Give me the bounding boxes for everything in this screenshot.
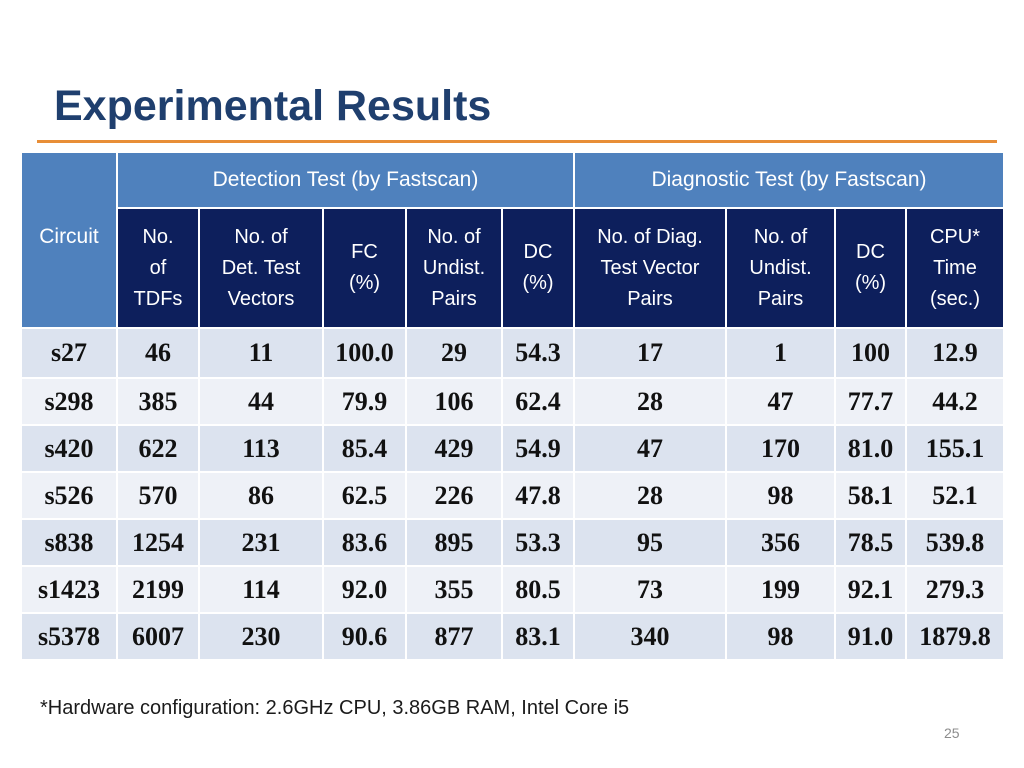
column-header-line: No. of: [234, 225, 288, 248]
column-header-line: No. of: [753, 225, 808, 248]
circuit-header: Circuit: [21, 152, 117, 328]
table-cell: 100: [835, 328, 906, 378]
table-row: [21, 613, 1004, 660]
table-cell: 199: [726, 566, 835, 613]
detection-group-header: Detection Test (by Fastscan): [117, 152, 574, 208]
table-cell: 570: [117, 472, 199, 519]
circuit-cell: s420: [21, 425, 117, 472]
table-row: [21, 425, 1004, 472]
table-cell: 52.1: [906, 472, 1004, 519]
circuit-cell: s298: [21, 378, 117, 425]
table-cell: 44.2: [906, 378, 1004, 425]
circuit-cell: s1423: [21, 566, 117, 613]
results-table: [20, 151, 1005, 661]
column-header-line: DC: [523, 241, 553, 263]
table-cell: 46: [117, 328, 199, 378]
table-cell: 86: [199, 472, 323, 519]
column-header-line: No. of: [427, 225, 481, 248]
column-header-line: Undist.: [422, 256, 486, 279]
table-cell: 12.9: [906, 328, 1004, 378]
table-cell: 11: [199, 328, 323, 378]
table-cell: 47: [574, 425, 726, 472]
table-row: [21, 328, 1004, 378]
table-cell: 113: [199, 425, 323, 472]
table-row: [21, 566, 1004, 613]
table-cell: 230: [199, 613, 323, 660]
table-cell: 106: [406, 378, 502, 425]
column-header-line: Pairs: [431, 287, 477, 310]
column-header-line: Det. Test: [221, 256, 301, 279]
table-cell: 62.5: [323, 472, 406, 519]
table-cell: 895: [406, 519, 502, 566]
table-cell: 355: [406, 566, 502, 613]
title-divider: [37, 140, 997, 143]
table-cell: 2199: [117, 566, 199, 613]
column-header: [574, 208, 726, 328]
table-cell: 622: [117, 425, 199, 472]
table-cell: 44: [199, 378, 323, 425]
table-cell: 98: [726, 613, 835, 660]
table-cell: 28: [574, 472, 726, 519]
column-header-line: Undist.: [749, 256, 812, 279]
table-row: [21, 519, 1004, 566]
column-header: [726, 208, 835, 328]
table-cell: 100.0: [323, 328, 406, 378]
table-cell: 877: [406, 613, 502, 660]
column-header-line: CPU*: [929, 225, 980, 248]
circuit-cell: s526: [21, 472, 117, 519]
footnote: *Hardware configuration: 2.6GHz CPU, 3.86GB RAM, Intel Core i5: [40, 697, 630, 719]
column-header-line: DC: [856, 241, 885, 263]
table-cell: 80.5: [502, 566, 574, 613]
column-header-line: No. of Diag.: [597, 225, 703, 248]
column-header: [199, 208, 323, 328]
circuit-cell: s27: [21, 328, 117, 378]
column-header-line: FC: [351, 241, 378, 263]
diagnostic-group-header: Diagnostic Test (by Fastscan): [574, 152, 1004, 208]
page-title: Experimental Results: [54, 82, 492, 130]
table-cell: 226: [406, 472, 502, 519]
column-header-line: (%): [522, 272, 554, 294]
table-cell: 83.6: [323, 519, 406, 566]
table-cell: 95: [574, 519, 726, 566]
table-cell: 58.1: [835, 472, 906, 519]
table-cell: 53.3: [502, 519, 574, 566]
column-header-line: Time: [933, 256, 977, 279]
page-number: 25: [944, 725, 960, 741]
table-cell: 1254: [117, 519, 199, 566]
table-cell: 385: [117, 378, 199, 425]
table-cell: 83.1: [502, 613, 574, 660]
table-row: [21, 378, 1004, 425]
column-header: [406, 208, 502, 328]
column-header: [835, 208, 906, 328]
column-header-line: (sec.): [930, 287, 980, 310]
column-header-line: Test Vector: [600, 256, 700, 279]
table-cell: 81.0: [835, 425, 906, 472]
column-header-line: of: [149, 256, 167, 279]
table-cell: 17: [574, 328, 726, 378]
column-header: [323, 208, 406, 328]
table-cell: 92.0: [323, 566, 406, 613]
column-header-line: Pairs: [627, 287, 673, 310]
table-cell: 62.4: [502, 378, 574, 425]
column-header-line: No.: [142, 225, 174, 248]
table-cell: 92.1: [835, 566, 906, 613]
table-cell: 114: [199, 566, 323, 613]
table-cell: 231: [199, 519, 323, 566]
table-cell: 85.4: [323, 425, 406, 472]
table-row: [21, 472, 1004, 519]
table-cell: 79.9: [323, 378, 406, 425]
table-cell: 29: [406, 328, 502, 378]
table-cell: 54.3: [502, 328, 574, 378]
column-header-line: (%): [854, 272, 887, 294]
column-header-line: Pairs: [757, 287, 804, 310]
table-cell: 28: [574, 378, 726, 425]
table-cell: 170: [726, 425, 835, 472]
table-cell: 356: [726, 519, 835, 566]
table-cell: 47.8: [502, 472, 574, 519]
table-cell: 155.1: [906, 425, 1004, 472]
table-cell: 77.7: [835, 378, 906, 425]
table-cell: 54.9: [502, 425, 574, 472]
table-cell: 539.8: [906, 519, 1004, 566]
table-cell: 6007: [117, 613, 199, 660]
table-cell: 1879.8: [906, 613, 1004, 660]
column-header: [117, 208, 199, 328]
table-cell: 279.3: [906, 566, 1004, 613]
table-cell: 90.6: [323, 613, 406, 660]
column-header-line: (%): [348, 272, 381, 294]
table-cell: 78.5: [835, 519, 906, 566]
table-cell: 47: [726, 378, 835, 425]
table-cell: 429: [406, 425, 502, 472]
table-cell: 73: [574, 566, 726, 613]
table-cell: 98: [726, 472, 835, 519]
table-cell: 340: [574, 613, 726, 660]
column-header-line: Vectors: [227, 287, 295, 310]
table-cell: 91.0: [835, 613, 906, 660]
circuit-cell: s5378: [21, 613, 117, 660]
table-cell: 1: [726, 328, 835, 378]
column-header-line: TDFs: [133, 287, 183, 310]
column-header: [502, 208, 574, 328]
circuit-cell: s838: [21, 519, 117, 566]
column-header: [906, 208, 1004, 328]
